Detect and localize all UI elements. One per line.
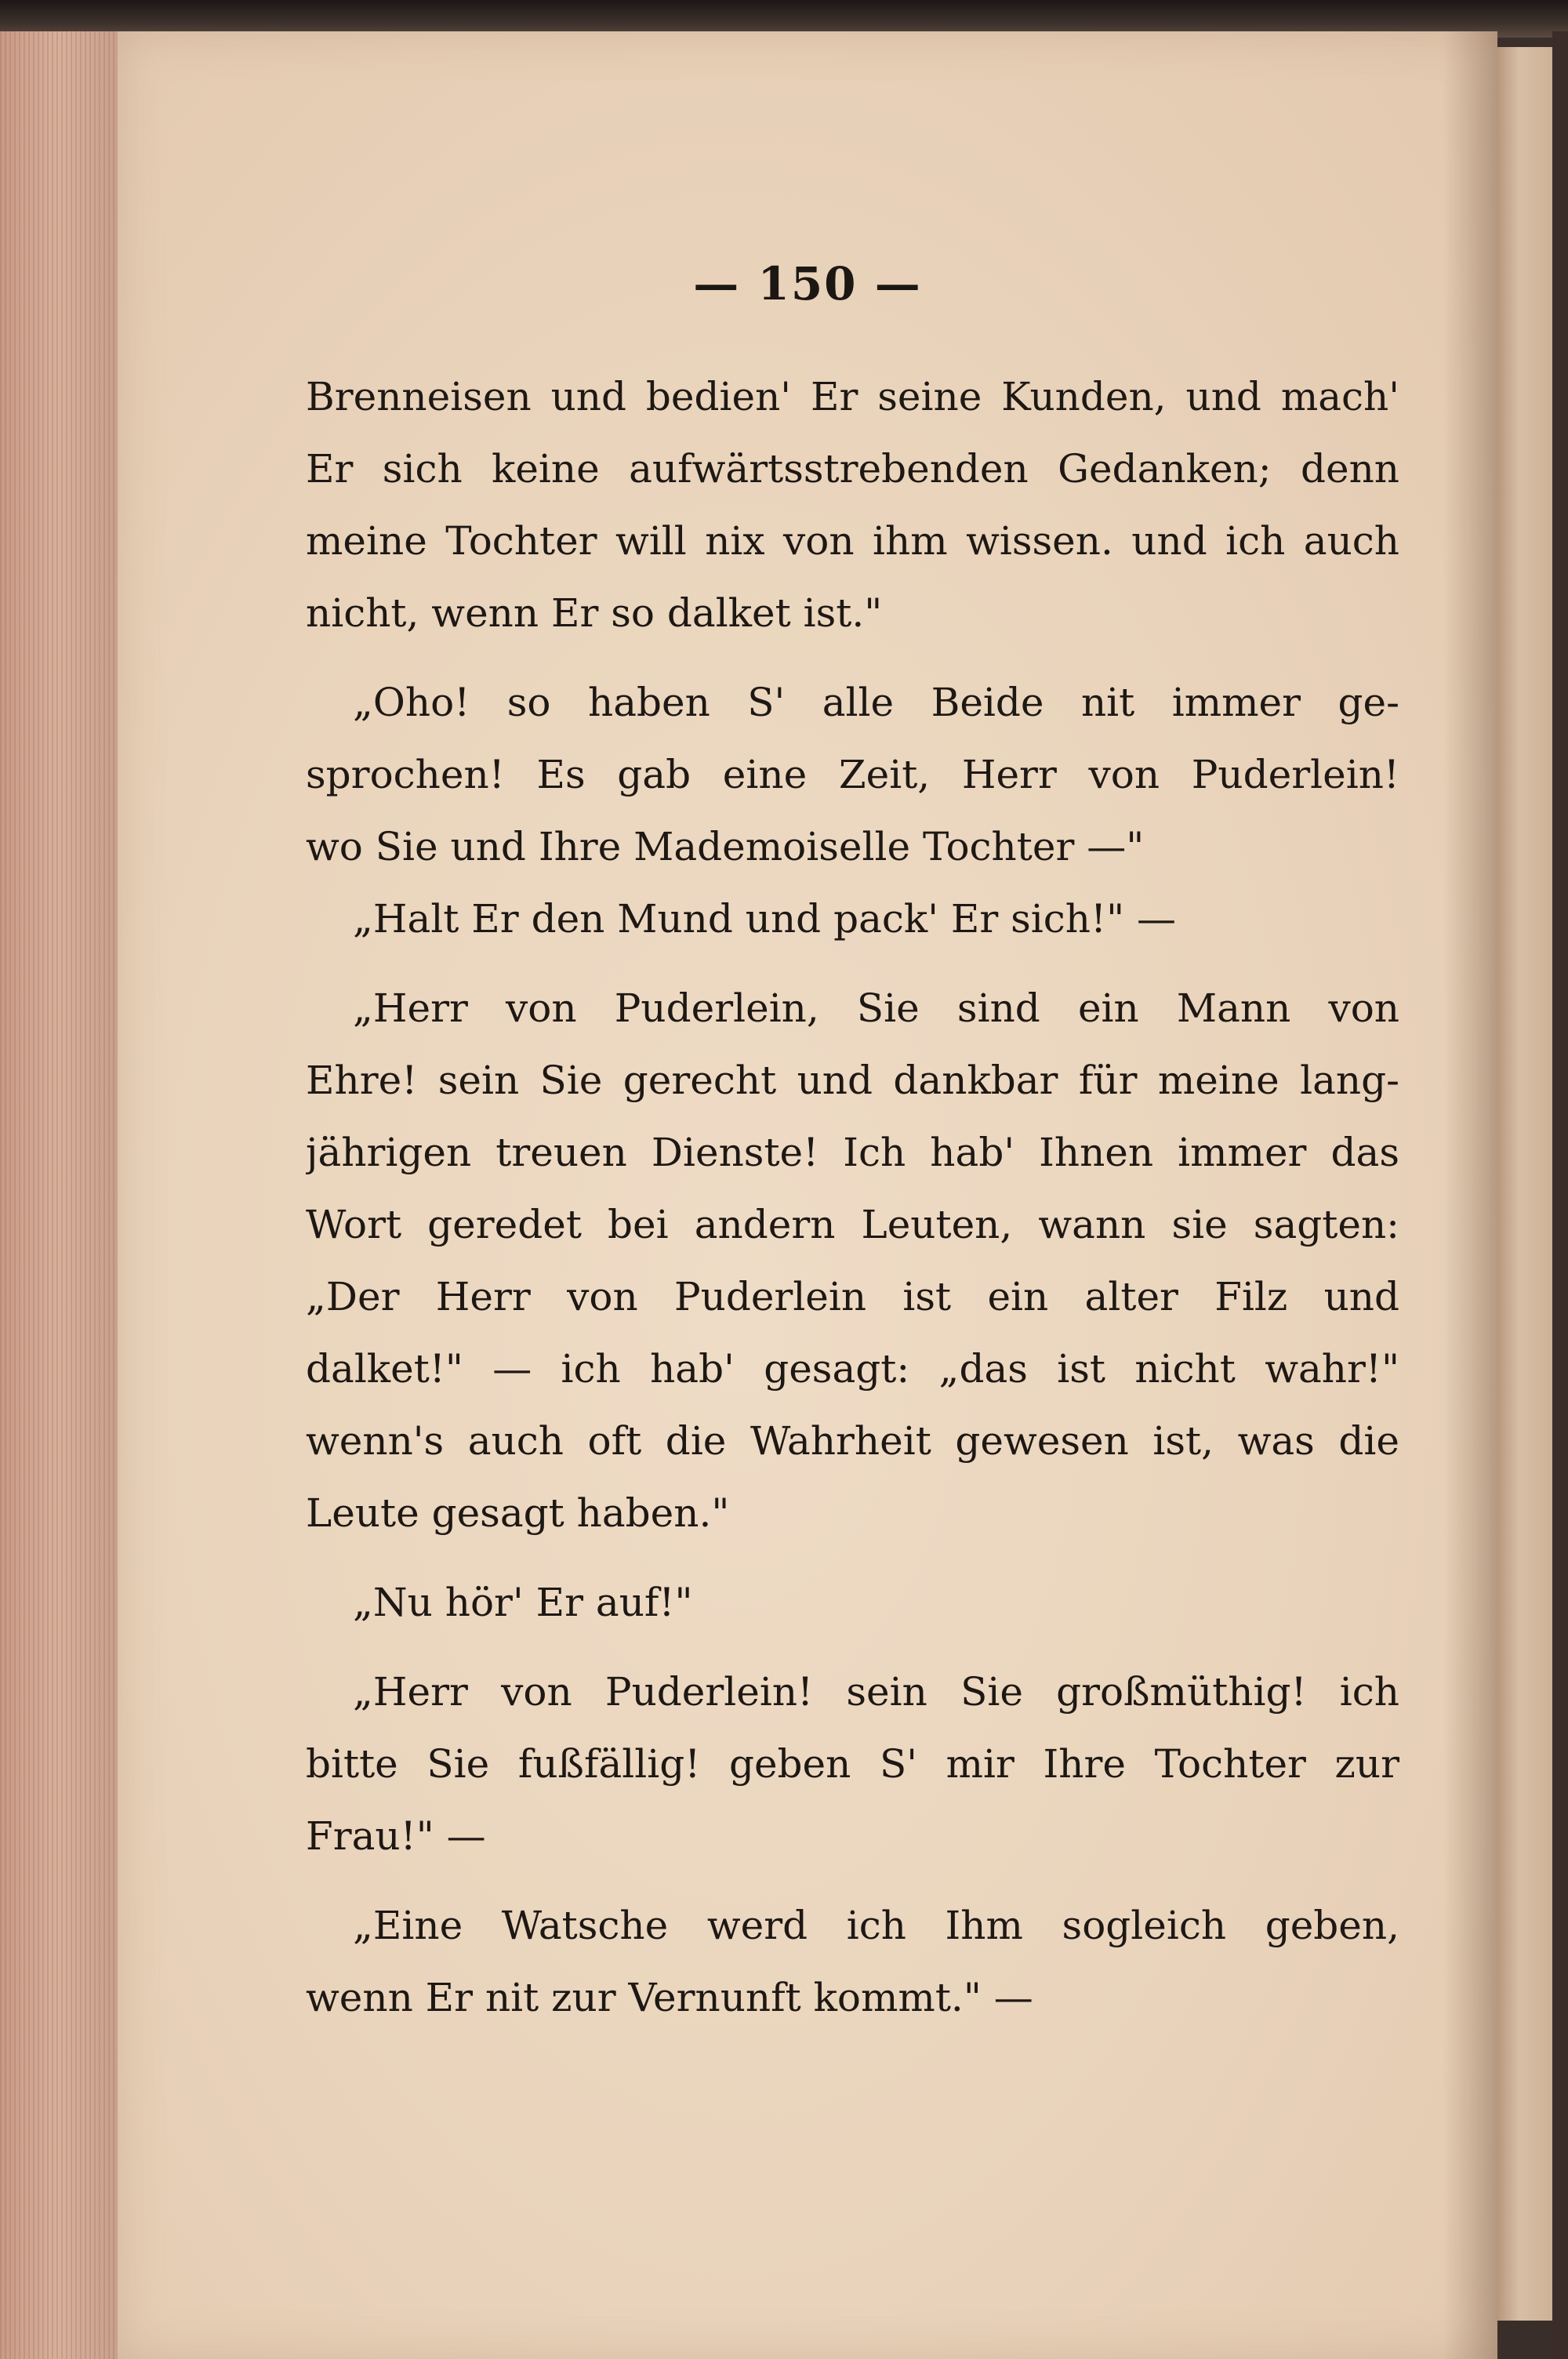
text-line: „Herr von Puderlein! sein Sie großmüthig! ich	[353, 1669, 1399, 1715]
text-line: Er sich keine aufwärtsstrebenden Gedanken; denn	[306, 446, 1399, 492]
page-stack-edge	[0, 31, 118, 2359]
text-line: Leute gesagt haben."	[306, 1490, 730, 1536]
text-line: „Halt Er den Mund und pack' Er sich!" —	[353, 896, 1176, 942]
page-text	[306, 361, 1399, 2034]
text-line: „Oho! so haben S' alle Beide nit immer ge-	[353, 680, 1399, 725]
text-line: „Nu hör' Er auf!"	[353, 1580, 693, 1625]
text-line: dalket!" — ich hab' gesagt: „das ist nicht wahr!"	[306, 1346, 1399, 1392]
text-line: sprochen! Es gab eine Zeit, Herr von Puderlein!	[306, 752, 1399, 797]
text-line: Frau!" —	[306, 1813, 486, 1859]
facing-page-edge	[1497, 47, 1552, 2321]
text-line: Wort geredet bei andern Leuten, wann sie sagten:	[306, 1202, 1399, 1247]
text-line: wenn's auch oft die Wahrheit gewesen ist, was die	[306, 1418, 1399, 1464]
text-line: wo Sie und Ihre Mademoiselle Tochter —"	[306, 824, 1145, 869]
text-line: nicht, wenn Er so dalket ist."	[306, 590, 883, 636]
page-gutter-shadow	[1443, 31, 1497, 2359]
text-line: meine Tochter will nix von ihm wissen. und ich auch	[306, 518, 1399, 564]
text-line: „Herr von Puderlein, Sie sind ein Mann von	[353, 985, 1399, 1031]
text-line: jährigen treuen Dienste! Ich hab' Ihnen immer das	[306, 1130, 1399, 1175]
text-line: Brenneisen und bedien' Er seine Kunden, und mach'	[306, 374, 1399, 419]
text-line: wenn Er nit zur Vernunft kommt." —	[306, 1975, 1033, 2020]
text-line: Ehre! sein Sie gerecht und dankbar für meine lang-	[306, 1058, 1399, 1103]
text-line: „Eine Watsche werd ich Ihm sogleich geben,	[353, 1903, 1399, 1948]
text-line: „Der Herr von Puderlein ist ein alter Filz und	[306, 1274, 1399, 1319]
page-number: — 150 —	[693, 257, 922, 310]
text-line: bitte Sie fußfällig! geben S' mir Ihre Tochter zur	[306, 1741, 1399, 1787]
book-cover-edge	[1552, 31, 1568, 2359]
